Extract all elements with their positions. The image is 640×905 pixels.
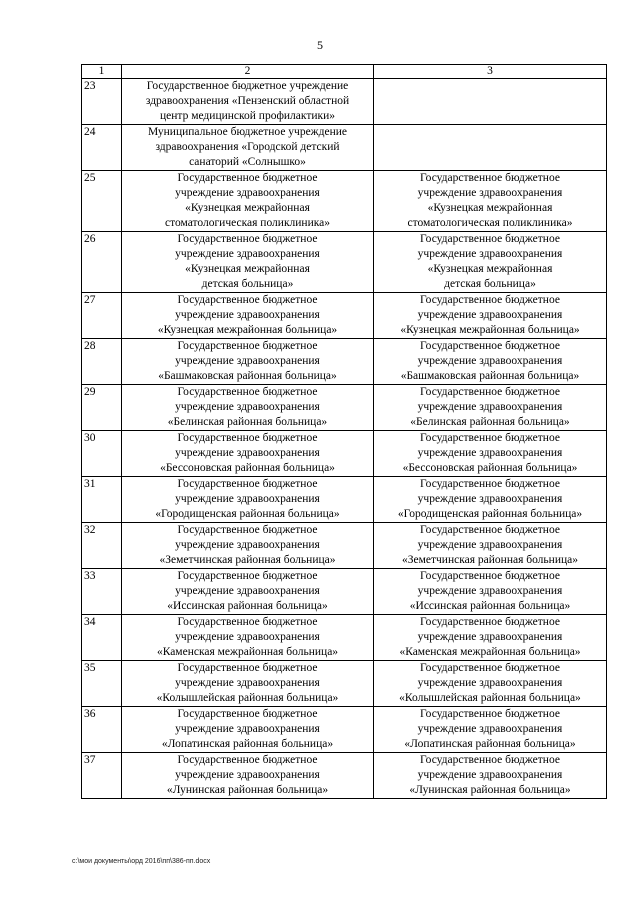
successor-name-cell: Государственное бюджетное учреждение здравоохранения «Кузнецкая межрайонная стоматологическая поликлиника»: [374, 171, 607, 232]
page-number: 5: [317, 38, 323, 52]
row-number-cell: 30: [82, 431, 122, 477]
table-row: [82, 232, 607, 293]
table-row: [82, 753, 607, 799]
header-row: [82, 65, 607, 79]
successor-name-cell: Государственное бюджетное учреждение здравоохранения «Городищенская районная больница»: [374, 477, 607, 523]
table-row: [82, 125, 607, 171]
table-row: [82, 171, 607, 232]
institution-name-cell: Государственное бюджетное учреждение здравоохранения «Каменская межрайонная больница»: [122, 615, 374, 661]
table-row: [82, 615, 607, 661]
row-number-cell: 23: [82, 79, 122, 125]
successor-name-cell: Государственное бюджетное учреждение здравоохранения «Белинская районная больница»: [374, 385, 607, 431]
institutions-table: [81, 64, 607, 799]
successor-name-cell: Государственное бюджетное учреждение здравоохранения «Лопатинская районная больница»: [374, 707, 607, 753]
institution-name-cell: Государственное бюджетное учреждение здравоохранения «Кузнецкая межрайонная больница»: [122, 293, 374, 339]
row-number-cell: 37: [82, 753, 122, 799]
successor-name-cell: Государственное бюджетное учреждение здравоохранения «Земетчинская районная больница»: [374, 523, 607, 569]
successor-name-cell: Государственное бюджетное учреждение здравоохранения «Кузнецкая межрайонная больница»: [374, 293, 607, 339]
row-number-cell: 32: [82, 523, 122, 569]
row-number-cell: 26: [82, 232, 122, 293]
successor-name-cell: Государственное бюджетное учреждение здравоохранения «Каменская межрайонная больница»: [374, 615, 607, 661]
row-number-cell: 29: [82, 385, 122, 431]
header-col-3: 3: [374, 65, 607, 79]
row-number-cell: 28: [82, 339, 122, 385]
row-number-cell: 31: [82, 477, 122, 523]
institution-name-cell: Государственное бюджетное учреждение здравоохранения «Колышлейская районная больница»: [122, 661, 374, 707]
successor-name-cell: [374, 79, 607, 125]
institution-name-cell: Государственное бюджетное учреждение здравоохранения «Башмаковская районная больница»: [122, 339, 374, 385]
table-body: [82, 79, 607, 799]
row-number-cell: 25: [82, 171, 122, 232]
successor-name-cell: [374, 125, 607, 171]
table-row: [82, 431, 607, 477]
table-row: [82, 569, 607, 615]
successor-name-cell: Государственное бюджетное учреждение здравоохранения «Башмаковская районная больница»: [374, 339, 607, 385]
footer-file-path: c:\мои документы\орд 2016\пп\386-пп.docx: [72, 858, 211, 865]
institution-name-cell: Государственное бюджетное учреждение здравоохранения «Городищенская районная больница»: [122, 477, 374, 523]
successor-name-cell: Государственное бюджетное учреждение здравоохранения «Лунинская районная больница»: [374, 753, 607, 799]
successor-name-cell: Государственное бюджетное учреждение здравоохранения «Иссинская районная больница»: [374, 569, 607, 615]
header-col-2: 2: [122, 65, 374, 79]
table-row: [82, 707, 607, 753]
institution-name-cell: Государственное бюджетное учреждение здравоохранения «Лопатинская районная больница»: [122, 707, 374, 753]
successor-name-cell: Государственное бюджетное учреждение здравоохранения «Бессоновская районная больница»: [374, 431, 607, 477]
table-row: [82, 477, 607, 523]
institution-name-cell: Государственное бюджетное учреждение здравоохранения «Земетчинская районная больница»: [122, 523, 374, 569]
institution-name-cell: Государственное бюджетное учреждение здравоохранения «Лунинская районная больница»: [122, 753, 374, 799]
row-number-cell: 24: [82, 125, 122, 171]
institution-name-cell: Государственное бюджетное учреждение здравоохранения «Бессоновская районная больница»: [122, 431, 374, 477]
row-number-cell: 27: [82, 293, 122, 339]
institution-name-cell: Государственное бюджетное учреждение здравоохранения «Иссинская районная больница»: [122, 569, 374, 615]
table-header: [82, 65, 607, 79]
successor-name-cell: Государственное бюджетное учреждение здравоохранения «Кузнецкая межрайонная детская больница»: [374, 232, 607, 293]
institution-name-cell: Муниципальное бюджетное учреждение здравоохранения «Городской детский санаторий «Солнышко»: [122, 125, 374, 171]
header-col-1: 1: [82, 65, 122, 79]
institution-name-cell: Государственное бюджетное учреждение здравоохранения «Пензенский областной центр медицинской профилактики»: [122, 79, 374, 125]
table-row: [82, 339, 607, 385]
institution-name-cell: Государственное бюджетное учреждение здравоохранения «Кузнецкая межрайонная стоматологическая поликлиника»: [122, 171, 374, 232]
table-row: [82, 661, 607, 707]
table-row: [82, 523, 607, 569]
row-number-cell: 34: [82, 615, 122, 661]
row-number-cell: 36: [82, 707, 122, 753]
row-number-cell: 33: [82, 569, 122, 615]
row-number-cell: 35: [82, 661, 122, 707]
table-row: [82, 293, 607, 339]
successor-name-cell: Государственное бюджетное учреждение здравоохранения «Колышлейская районная больница»: [374, 661, 607, 707]
table-row: [82, 385, 607, 431]
table-row: [82, 79, 607, 125]
institution-name-cell: Государственное бюджетное учреждение здравоохранения «Белинская районная больница»: [122, 385, 374, 431]
institution-name-cell: Государственное бюджетное учреждение здравоохранения «Кузнецкая межрайонная детская больница»: [122, 232, 374, 293]
